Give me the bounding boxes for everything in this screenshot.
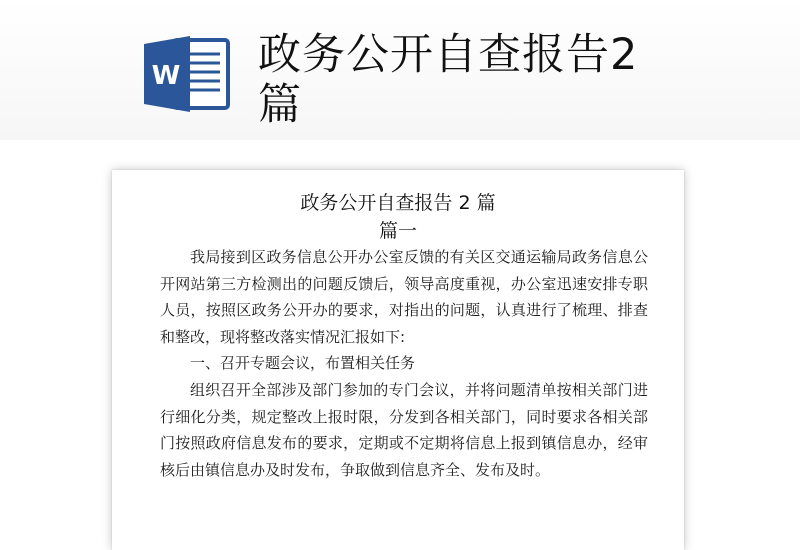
- paragraph: 组织召开全部涉及部门参加的专门会议，并将问题清单按相关部门进行细化分类，规定整改上报时限，分发到各相关部门，同时要求各相关部门按照政府信息发布的要求，定期或不定期将信息上报到镇信息办，经审核后由镇信息办及时发布，争取做到信息齐全、发布及时。: [160, 380, 648, 479]
- section-heading: 一、召开专题会议，布置相关任务: [190, 354, 416, 373]
- banner-title: 政务公开自查报告2篇: [258, 30, 639, 130]
- document-title: 政务公开自查报告 2 篇: [300, 192, 496, 214]
- document-body: [160, 244, 648, 483]
- word-icon-letter: W: [151, 61, 181, 91]
- document-page: [112, 170, 684, 550]
- paragraph: 我局接到区政务信息公开办公室反馈的有关区交通运输局政务信息公开网站第三方检测出的问题反馈后，领导高度重视，办公室迅速安排专职人员，按照区政务公开办的要求，对指出的问题，认真进行了梳理、排查和整改，现将整改落实情况汇报如下:: [160, 248, 648, 346]
- word-document-icon: [140, 34, 232, 114]
- document-subtitle: 篇一: [378, 220, 417, 242]
